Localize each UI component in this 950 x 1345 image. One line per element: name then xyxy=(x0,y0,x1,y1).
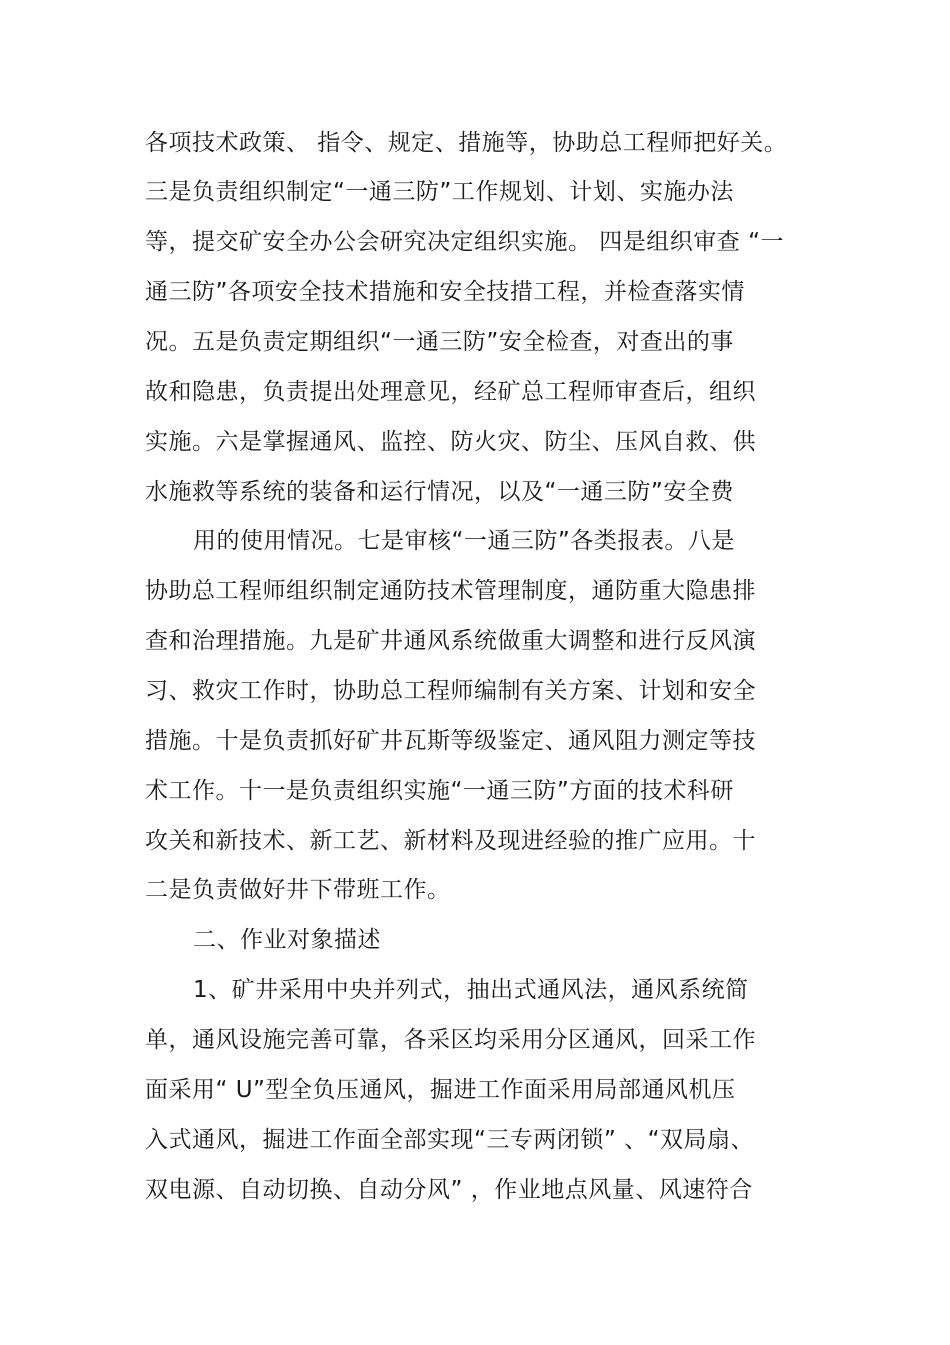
text-line: 等，提交矿安全办公会研究决定组织实施。 四是组织审查 “一 xyxy=(145,229,785,255)
section-heading: 二、作业对象描述 xyxy=(193,927,381,953)
text-line: 术工作。十一是负责组织实施“一通三防”方面的技术科研 xyxy=(145,778,734,804)
text-line: 查和治理措施。九是矿井通风系统做重大调整和进行反风演 xyxy=(145,628,756,654)
text-line: 措施。十是负责抓好矿井瓦斯等级鉴定、通风阻力测定等技 xyxy=(145,728,756,754)
text-line: 双电源、自动切换、自动分风” ，作业地点风量、风速符合 xyxy=(145,1177,753,1203)
text-line: 故和隐患，负责提出处理意见，经矿总工程师审查后，组织 xyxy=(145,379,756,405)
text-line: 二是负责做好井下带班工作。 xyxy=(145,877,451,903)
text-line: 入式通风，掘进工作面全部实现“三专两闭锁” 、“双局扇、 xyxy=(145,1127,755,1153)
text-line: 各项技术政策、 指令、规定、措施等，协助总工程师把好关。 xyxy=(145,130,788,156)
text-line: 面采用“ U”型全负压通风，掘进工作面采用局部通风机压 xyxy=(145,1077,736,1103)
text-line: 用的使用情况。七是审核“一通三防”各类报表。八是 xyxy=(193,528,735,554)
text-line: 况。五是负责定期组织“一通三防”安全检查，对查出的事 xyxy=(145,329,734,355)
text-line: 三是负责组织制定“一通三防”工作规划、计划、实施办法 xyxy=(145,179,734,205)
text-line: 水施救等系统的装备和运行情况，以及“一通三防”安全费 xyxy=(145,479,734,505)
text-line: 1、矿井采用中央并列式，抽出式通风法，通风系统简 xyxy=(193,977,749,1003)
text-line: 习、救灾工作时，协助总工程师编制有关方案、计划和安全 xyxy=(145,678,756,704)
text-line: 单，通风设施完善可靠，各采区均采用分区通风，回采工作 xyxy=(145,1027,756,1053)
text-line: 攻关和新技术、新工艺、新材料及现进经验的推广应用。十 xyxy=(145,828,756,854)
text-line: 实施。六是掌握通风、监控、防火灾、防尘、压风自救、供 xyxy=(145,429,756,455)
text-line: 协助总工程师组织制定通防技术管理制度，通防重大隐患排 xyxy=(145,578,756,604)
text-line: 通三防”各项安全技术措施和安全技措工程，并检查落实情 xyxy=(145,279,745,305)
